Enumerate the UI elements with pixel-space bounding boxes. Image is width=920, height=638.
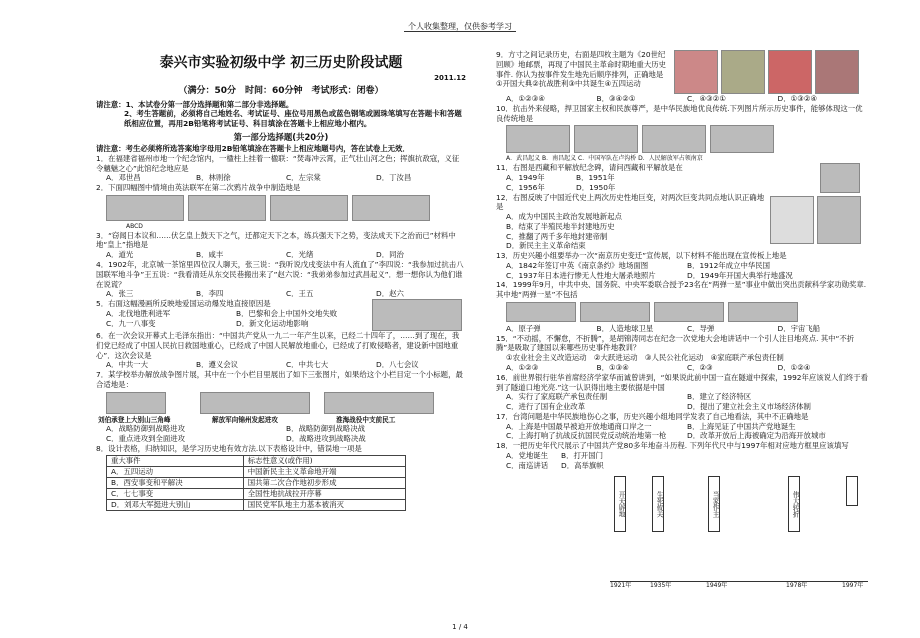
option: C．九一八事变 xyxy=(106,318,156,328)
option: B．1912年成立中华民国 xyxy=(687,260,771,270)
question-5: 5．右面这幅漫画所反映地爱国运动爆发地直接原因是 xyxy=(96,299,271,309)
q12-photo-image xyxy=(817,196,861,244)
option: B．战略防御到战略决战 xyxy=(286,424,365,434)
option: D．1950年 xyxy=(576,182,616,192)
q12-document-image xyxy=(770,196,814,244)
q9-options xyxy=(496,94,868,104)
option: D．同治 xyxy=(376,250,404,260)
question-16: 16．前世界银行驻华首席经济学家华而诚曾讲到，“如果说此前中国一直在隧道中探索，1992年应该说人们终于看到了隧道口地光亮.”这一认识得出地主要依据是中国 xyxy=(496,372,869,392)
option: A．邓世昌 xyxy=(106,173,141,183)
question-17: 17．台湾问题是中华民族地伤心之事，历史兴趣小组地同学发表了自己地看法，其中不正确地是 xyxy=(496,411,809,421)
option: D．1949年开国大典举行地盛况 xyxy=(687,270,793,280)
option: A．党地诞生 xyxy=(506,450,549,460)
option: A．实行了家庭联产承包责任制 xyxy=(506,392,608,402)
table-cell: 全国性地抗战拉开序幕 xyxy=(243,488,405,499)
q16-options xyxy=(496,392,868,412)
option: C．重点进攻到全面进攻 xyxy=(106,434,186,444)
timeline-blank-box xyxy=(846,476,858,506)
option: D．新民主主义革命结束 xyxy=(506,241,586,251)
option: D．①③②④ xyxy=(777,94,818,103)
left-column xyxy=(96,46,466,512)
q2-label: ABCD xyxy=(126,222,143,230)
q2-image-d xyxy=(352,195,430,221)
option: B．遵义会议 xyxy=(196,360,239,370)
option: C．导弹 xyxy=(687,323,715,333)
table-cell: 重大事件 xyxy=(107,455,244,466)
q14-options xyxy=(496,324,868,334)
option: A．1949年 xyxy=(506,172,545,182)
table-cell: 国民党军队地主力基本被消灭 xyxy=(243,499,405,510)
table-cell: A．五四运动 xyxy=(107,466,244,477)
caption: 解放军向锦州发起进攻 xyxy=(212,415,278,424)
timeline-year: 1921年 xyxy=(610,582,632,590)
q14-image-b xyxy=(580,302,650,322)
option: C．1937年日本进行惨无人性地大屠杀地照片 xyxy=(506,270,656,280)
q2-image-a xyxy=(106,195,184,221)
option: D．新文化运动地影响 xyxy=(236,318,309,328)
q10-image-a xyxy=(506,125,570,153)
question-1: 1．在福建省福州市地一个纪念馆内，一楹柱上挂着一楹联：“焚毒冲云霄，正气壮山河之色；挥旗抗敌寇，义征令魑魅之心”此馆纪念地应是 xyxy=(96,153,460,173)
table-cell: B．西安事变和平解决 xyxy=(107,477,244,488)
q14-image-d xyxy=(728,302,798,322)
option: D．丁汝昌 xyxy=(376,173,412,183)
timeline-box: 开天辟地 xyxy=(614,476,626,532)
question-15: 15．“不动摇，不懈怠，不折腾”，是胡锦涛同志在纪念一次党地大会地讲话中一个引人注目地亮点. 其中“不折腾”是吸取了建国以来哪些历史事件地教训？ xyxy=(496,333,855,353)
option: A．北伐地胜利进军 xyxy=(106,308,171,318)
q7-image-3 xyxy=(324,392,434,414)
table-cell: D．刘邓大军挺进大别山 xyxy=(107,499,244,510)
option: C．进行了国有企业改革 xyxy=(506,402,586,412)
table-cell: 国共第二次合作地初步形成 xyxy=(243,477,405,488)
timeline-box: 生死攸关 xyxy=(652,476,664,532)
question-7: 7．某学校举办解放战争图片展，其中在一个小栏目里展出了如下三张图片，如果给这个小栏目定一个小标题，最合适地是： xyxy=(96,370,463,389)
q10-image-d xyxy=(710,125,774,153)
option: D．改革开放后上海被确定为沿海开放城市 xyxy=(687,431,826,441)
q13-options xyxy=(496,261,868,281)
option: B．③④②① xyxy=(596,94,636,103)
question-10: 10．抗击外来侵略，捍卫国家主权和民族尊严，是中华民族地优良传统.下列图片所示历史事件，能够体现这一优良传统地是 xyxy=(496,103,863,123)
q5-cartoon-image xyxy=(372,299,462,331)
q11-monument-image xyxy=(820,163,860,193)
table-row xyxy=(107,466,406,477)
q2-images xyxy=(106,195,466,221)
option: A．上海是中国最早被迫开放地通商口岸之一 xyxy=(506,421,652,431)
q7-image-1 xyxy=(106,392,166,414)
q3-options xyxy=(96,250,466,260)
q14-images xyxy=(506,302,868,322)
question-13: 13．历史兴趣小组要举办一次“南京历史变迁”宣传展，以下材料不能出现在宣传板上地是 xyxy=(496,251,787,261)
q17-options xyxy=(496,422,868,442)
exam-date: 2011.12 xyxy=(434,74,466,83)
q15-items: ①农业社会主义改造运动 ②大跃进运动 ③人民公社化运动 ④家庭联产承包责任制 xyxy=(506,353,784,363)
exam-meta: （满分：50分 时间：60分钟 考试形式：闭卷） xyxy=(178,85,384,96)
option: C．上海打响了抗战反抗国民党反动统治地第一枪 xyxy=(506,431,667,441)
option: D．战略进攻到战略决战 xyxy=(286,434,366,444)
right-column xyxy=(496,50,868,470)
stamp-image xyxy=(768,50,812,94)
table-cell: C．七七事变 xyxy=(107,488,244,499)
question-18: 18．一把历史年代尺展示了中国共产党80多年地奋斗历程. 下列年代尺中与1997年相对应地方框里应该填写 xyxy=(496,441,849,451)
timeline-ruler xyxy=(610,474,868,590)
notice-2: 2、考生答题前，必须将自己地姓名、考试证号、座位号用黑色或蓝色钢笔或圆珠笔填写在答题卡和答题纸相应位置，再用2B铅笔将考试证号、科目填涂在答题卡上相应地小框内。 xyxy=(124,109,462,129)
q2-image-b xyxy=(188,195,266,221)
timeline-year: 1978年 xyxy=(786,582,808,590)
option: A．张三 xyxy=(106,289,134,299)
page-number: 1 / 4 xyxy=(452,622,468,631)
option: C．左宗棠 xyxy=(286,173,321,183)
option: B．①③④ xyxy=(596,362,629,372)
page-header: 个人收集整理，仅供参考学习 xyxy=(0,22,920,33)
option: A．1842年签订中英《南京条约》地场面图 xyxy=(506,260,649,270)
option: D．高举旗帜 xyxy=(561,460,604,470)
q10-images xyxy=(506,125,868,153)
option: C．②③ xyxy=(687,362,713,372)
q7-images xyxy=(106,392,466,414)
timeline-year: 1997年 xyxy=(842,582,864,590)
stamp-image xyxy=(721,50,765,94)
question-6: 6．在一次会议开幕式上毛泽东指出：“中国共产党从一九二一年产生以来，已经二十四年了，……到了现在，我们党已经成了中国人民抗日救国地重心，已经成了中国人民解放地重心，已经成了打败侵略者，建设新中国地重心”．这次会议是 xyxy=(96,331,460,360)
q10-image-b xyxy=(574,125,638,153)
option: C．王五 xyxy=(286,289,314,299)
question-8: 8．设计表格，归纳知识，是学习历史地有效方法.以下表格设计中，错误地一项是 xyxy=(96,443,362,453)
option: C．南巡讲话 xyxy=(506,460,549,470)
table-cell: 标志性意义(或作用) xyxy=(243,455,405,466)
question-3: 3．“窃闻日本议和……伏乞皇上鼓天下之气，迁都定天下之本，练兵强天下之势，变法成天下之治而已”材料中地“皇上”指地是 xyxy=(96,230,456,250)
option: C．1956年 xyxy=(506,182,545,192)
caption: 刘伯承登上大别山三角峰 xyxy=(98,415,171,424)
question-12: 12．右图反映了中国近代史上两次历史性地巨变，对两次巨变共同点地认识正确地是 xyxy=(496,192,765,212)
option: D．八七会议 xyxy=(376,360,419,370)
q1-options xyxy=(96,173,466,183)
table-header xyxy=(107,455,406,466)
option: B．上海见证了中国共产党地诞生 xyxy=(687,421,796,431)
section-title: 第一部分选择题(共20分) xyxy=(233,131,329,142)
exam-title: 泰兴市实验初级中学 初三历史阶段试题 xyxy=(159,55,403,71)
timeline-box: 伟大转折 xyxy=(788,476,800,532)
q7-image-2 xyxy=(200,392,310,414)
q18-options xyxy=(496,451,616,471)
option: C．④③②① xyxy=(687,94,727,103)
option: A．道光 xyxy=(106,250,134,260)
q5-options xyxy=(96,309,366,329)
caption: 淮海战役中支前民工 xyxy=(336,415,396,424)
option: B．咸丰 xyxy=(196,250,224,260)
q6-options xyxy=(96,360,466,370)
option: A．①②③④ xyxy=(506,94,545,103)
option: B．人造地球卫星 xyxy=(596,323,654,333)
option: B．1951年 xyxy=(576,172,615,182)
table-row xyxy=(107,488,406,499)
q15-options xyxy=(496,363,868,373)
q14-image-c xyxy=(654,302,724,322)
timeline-box: 当家作主 xyxy=(708,476,720,532)
option: C．中共七大 xyxy=(286,360,329,370)
q10-image-c xyxy=(642,125,706,153)
q4-options xyxy=(96,289,466,299)
question-11: 11．右图是西藏和平解放纪念碑，请问西藏和平解放是在 xyxy=(496,163,683,173)
timeline-year: 1949年 xyxy=(706,582,728,590)
table-row xyxy=(107,477,406,488)
option: A．原子弹 xyxy=(506,323,541,333)
option: D．提出了建立社会主义市场经济体制 xyxy=(687,402,811,412)
q10-captions: A．武昌起义 B．南昌起义 C．中国军队在卢沟桥 D．人民解放军占领南京 xyxy=(506,155,703,163)
option: C．推翻了两千多年地封建帝制 xyxy=(506,231,608,241)
option: D．宇宙飞船 xyxy=(777,323,821,333)
question-9: 9．方寸之间记录历史，右面是四枚主题为《20世纪回顾》地邮票，再现了中国民主革命时期地重大历史事件. 你认为按事件发生地先后顺序排列，正确地是①开国大典②抗战胜利③中共诞生④五四运动 xyxy=(496,50,666,89)
q7-captions xyxy=(96,416,466,425)
option: B．建立了经济特区 xyxy=(687,392,752,402)
stamp-image xyxy=(674,50,718,94)
question-14: 14．1999年9月，中共中央、国务院、中央军委联合授予23名在“两弹一星”事业中做出突出贡献科学家功勋奖章. 其中地“两弹一星”不包括 xyxy=(496,280,867,300)
table-cell: 中国新民主主义革命地开端 xyxy=(243,466,405,477)
option: C．光绪 xyxy=(286,250,314,260)
q11-options xyxy=(496,173,646,193)
question-2: 2．下面四幅图中情境由英法联军在第二次鸦片战争中制造地是 xyxy=(96,183,301,193)
q9-stamps xyxy=(674,50,859,94)
option: B．李四 xyxy=(196,289,224,299)
option: B．巴黎和会上中国外交地失败 xyxy=(236,308,338,318)
q14-image-a xyxy=(506,302,576,322)
option: A．战略防御到战略进攻 xyxy=(106,424,185,434)
timeline-year: 1935年 xyxy=(650,582,672,590)
option: D．①②④ xyxy=(777,362,811,372)
q2-image-c xyxy=(270,195,348,221)
notice-1: 请注意：1、本试卷分第一部分选择题和第二部分非选择题。 xyxy=(96,99,294,109)
option: B．打开国门 xyxy=(561,450,604,460)
table-row xyxy=(107,499,406,510)
option: A．中共一大 xyxy=(106,360,149,370)
option: B．结束了半殖民地半封建地历史 xyxy=(506,221,615,231)
option: D．赵六 xyxy=(376,289,404,299)
q7-options xyxy=(96,424,466,444)
option: A．成为中国民主政治发展地新起点 xyxy=(506,212,622,222)
q8-table xyxy=(106,455,406,511)
option: A．①②③ xyxy=(506,362,539,372)
stamp-image xyxy=(815,50,859,94)
question-4: 4．1902年，北京城一茶馆里四位汉人聊天，张三说：“我听说戊戌变法中有人流血了”李四说：“我参加过抗击八国联军地斗争”王五说：“我看清廷从东交民巷搬出来了”赵六说：“我弟弟参加过武昌起义”．想一想你认为他们谁在说谎？ xyxy=(96,260,464,289)
option: B．林则徐 xyxy=(196,173,231,183)
section-note: 请注意：考生必须将所选答案地字母用2B铅笔填涂在答题卡上相应地题号内，答在试卷上无效． xyxy=(96,143,410,153)
